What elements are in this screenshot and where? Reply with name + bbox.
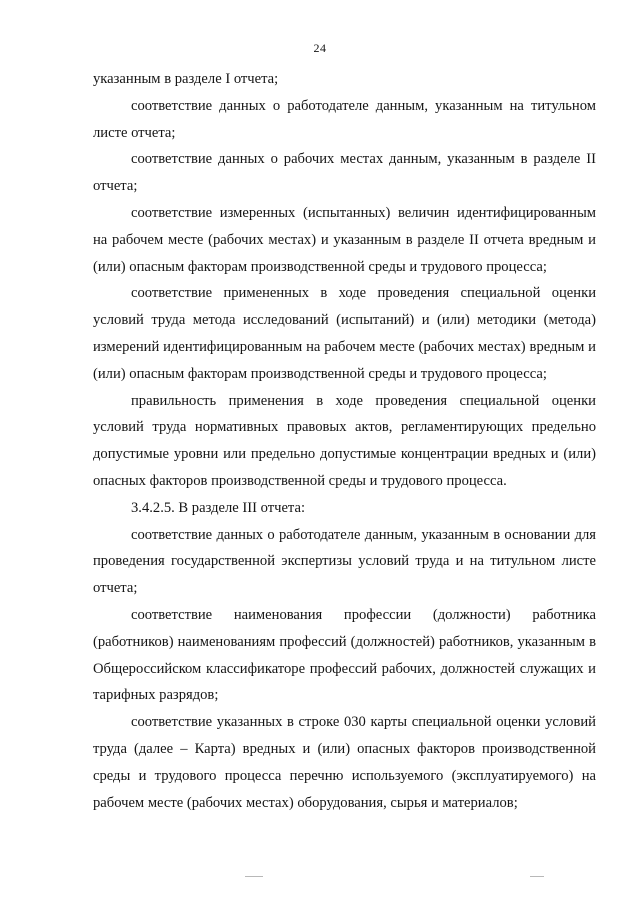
- paragraph-6: правильность применения в ходе проведения специальной оценки условий труда нормативных правовых актов, регламентирующих предельно допустимые уровни или предельно допустимые концентрации вредных и (или) опасных факторов производственной среды и трудового процесса.: [93, 392, 596, 489]
- document-body: [93, 66, 596, 816]
- paragraph-3: соответствие данных о рабочих местах данным, указанным в разделе II отчета;: [93, 151, 596, 195]
- paragraph-1: указанным в разделе I отчета;: [93, 71, 279, 87]
- paragraph-9: соответствие наименования профессии (должности) работника (работников) наименованиям профессий (должностей) работников, указанным в Общероссийском классификаторе профессий рабочих, должностей служащих и тарифных разрядов;: [93, 606, 596, 704]
- scan-artifact-right: [530, 876, 544, 877]
- paragraph-10: соответствие указанных в строке 030 карты специальной оценки условий труда (далее – Карта) вредных и (или) опасных факторов производственной среды и трудового процесса перечню используемого (эксплуатируемого) на рабочем месте (рабочих местах) оборудования, сырья и материалов;: [93, 714, 596, 811]
- paragraph-5: соответствие примененных в ходе проведения специальной оценки условий труда метода исследований (испытаний) и (или) методики (метода) измерений идентифицированным на рабочем месте (рабочих местах) вредным и (или) опасным факторам производственной среды и трудового процесса;: [93, 285, 596, 382]
- section-heading-3-4-2-5: 3.4.2.5. В разделе III отчета:: [131, 499, 306, 516]
- paragraph-2: соответствие данных о работодателе данным, указанным на титульном листе отчета;: [93, 97, 596, 141]
- scan-artifact-left: [245, 876, 263, 877]
- paragraph-8: соответствие данных о работодателе данным, указанным в основании для проведения государственной экспертизы условий труда и на титульном листе отчета;: [93, 526, 596, 597]
- paragraph-4: соответствие измеренных (испытанных) величин идентифицированным на рабочем месте (рабочих местах) и указанным в разделе II отчета вредным и (или) опасным факторам производственной среды и трудового процесса;: [93, 204, 596, 275]
- page-number: 24: [313, 41, 327, 55]
